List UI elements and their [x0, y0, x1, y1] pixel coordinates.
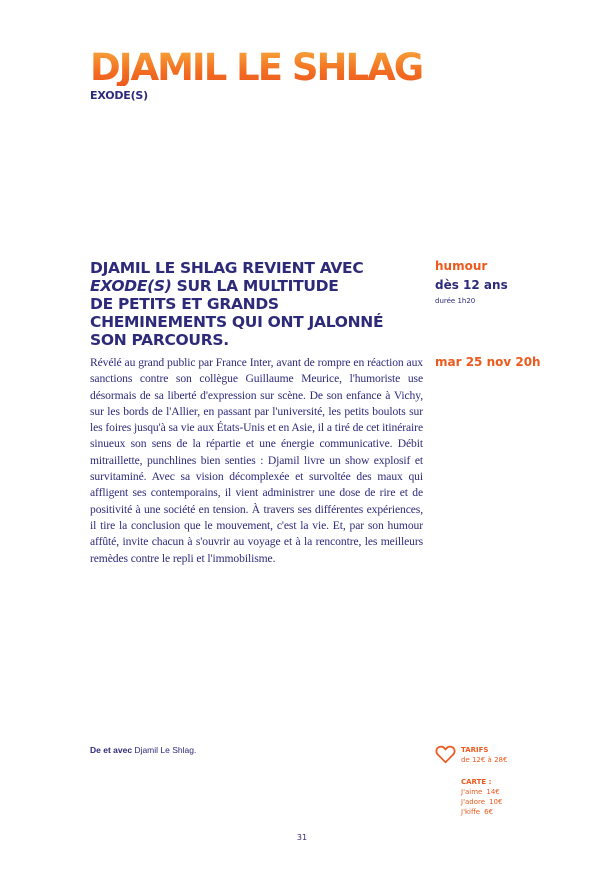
carte-name: J'kiffe — [461, 808, 481, 816]
lead-line: SON PARCOURS. — [90, 331, 229, 349]
show-subtitle: EXODE(S) — [90, 89, 148, 102]
lead-line — [90, 277, 430, 295]
carte-price: 14€ — [486, 788, 500, 796]
lead-line: CHEMINEMENTS QUI ONT JALONNÉ — [90, 313, 384, 331]
tarifs-label: TARIFS — [461, 746, 489, 754]
carte-row — [461, 787, 502, 797]
heart-icon — [435, 744, 456, 764]
description-paragraph: Révélé au grand public par France Inter, avant de rompre en réaction aux sanctions contre son collègue Guillaume Meurice, l'humoriste use désormais de sa liberté d'expression sur scène. De son enfance à Vichy, sur les bords de l'Allier, en passant par l'université, les petits boulots sur les foires jusqu'à sa vie aux États-Unis et en Asie, il a tiré de cet itinéraire sinueux son sens de la répartie et une énergie communicative. Débit mitraillette, punchlines bien senties : Djamil livre un show explosif et survitaminé. Avec sa vision décomplexée et survoltée des maux qui affligent ses contemporains, il vient administrer une dose de rire et de positivité à une société en tension. À travers ses différentes expériences, il tire la conclusion que le mouvement, c'est la vie. Et, par son humour affûté, invite chacun à s'ouvrir au voyage et à la rencontre, les meilleurs remèdes contre le repli et l'immobilisme. — [90, 356, 423, 565]
carte-name: J'adore — [461, 798, 486, 806]
page-number: 31 — [296, 833, 308, 842]
lead-line: DE PETITS ET GRANDS — [90, 295, 279, 313]
credits-names: Djamil Le Shlag. — [132, 745, 197, 755]
carte-price: 10€ — [489, 798, 503, 806]
carte-label: CARTE : — [461, 778, 492, 786]
tarifs-range: de 12€ à 28€ — [461, 756, 508, 764]
lead-show-name: EXODE(S) — [90, 277, 172, 295]
duration-label: durée 1h20 — [435, 297, 476, 305]
carte-block — [461, 777, 502, 817]
lead-line-rest: SUR LA MULTITUDE — [171, 277, 339, 295]
genre-label: humour — [435, 259, 488, 273]
carte-row — [461, 807, 502, 817]
age-label: dès 12 ans — [435, 278, 508, 292]
lead-line: DJAMIL LE SHLAG REVIENT AVEC — [90, 259, 364, 277]
carte-name: J'aime — [461, 788, 483, 796]
credits-line — [90, 745, 196, 755]
credits-label: De et avec — [90, 745, 133, 755]
carte-row — [461, 797, 502, 807]
performance-date: mar 25 nov 20h — [435, 355, 541, 369]
tarifs-block — [461, 745, 507, 765]
lead-paragraph — [90, 259, 430, 349]
show-title: DJAMIL LE SHLAG — [90, 46, 423, 89]
carte-price: 6€ — [484, 808, 494, 816]
